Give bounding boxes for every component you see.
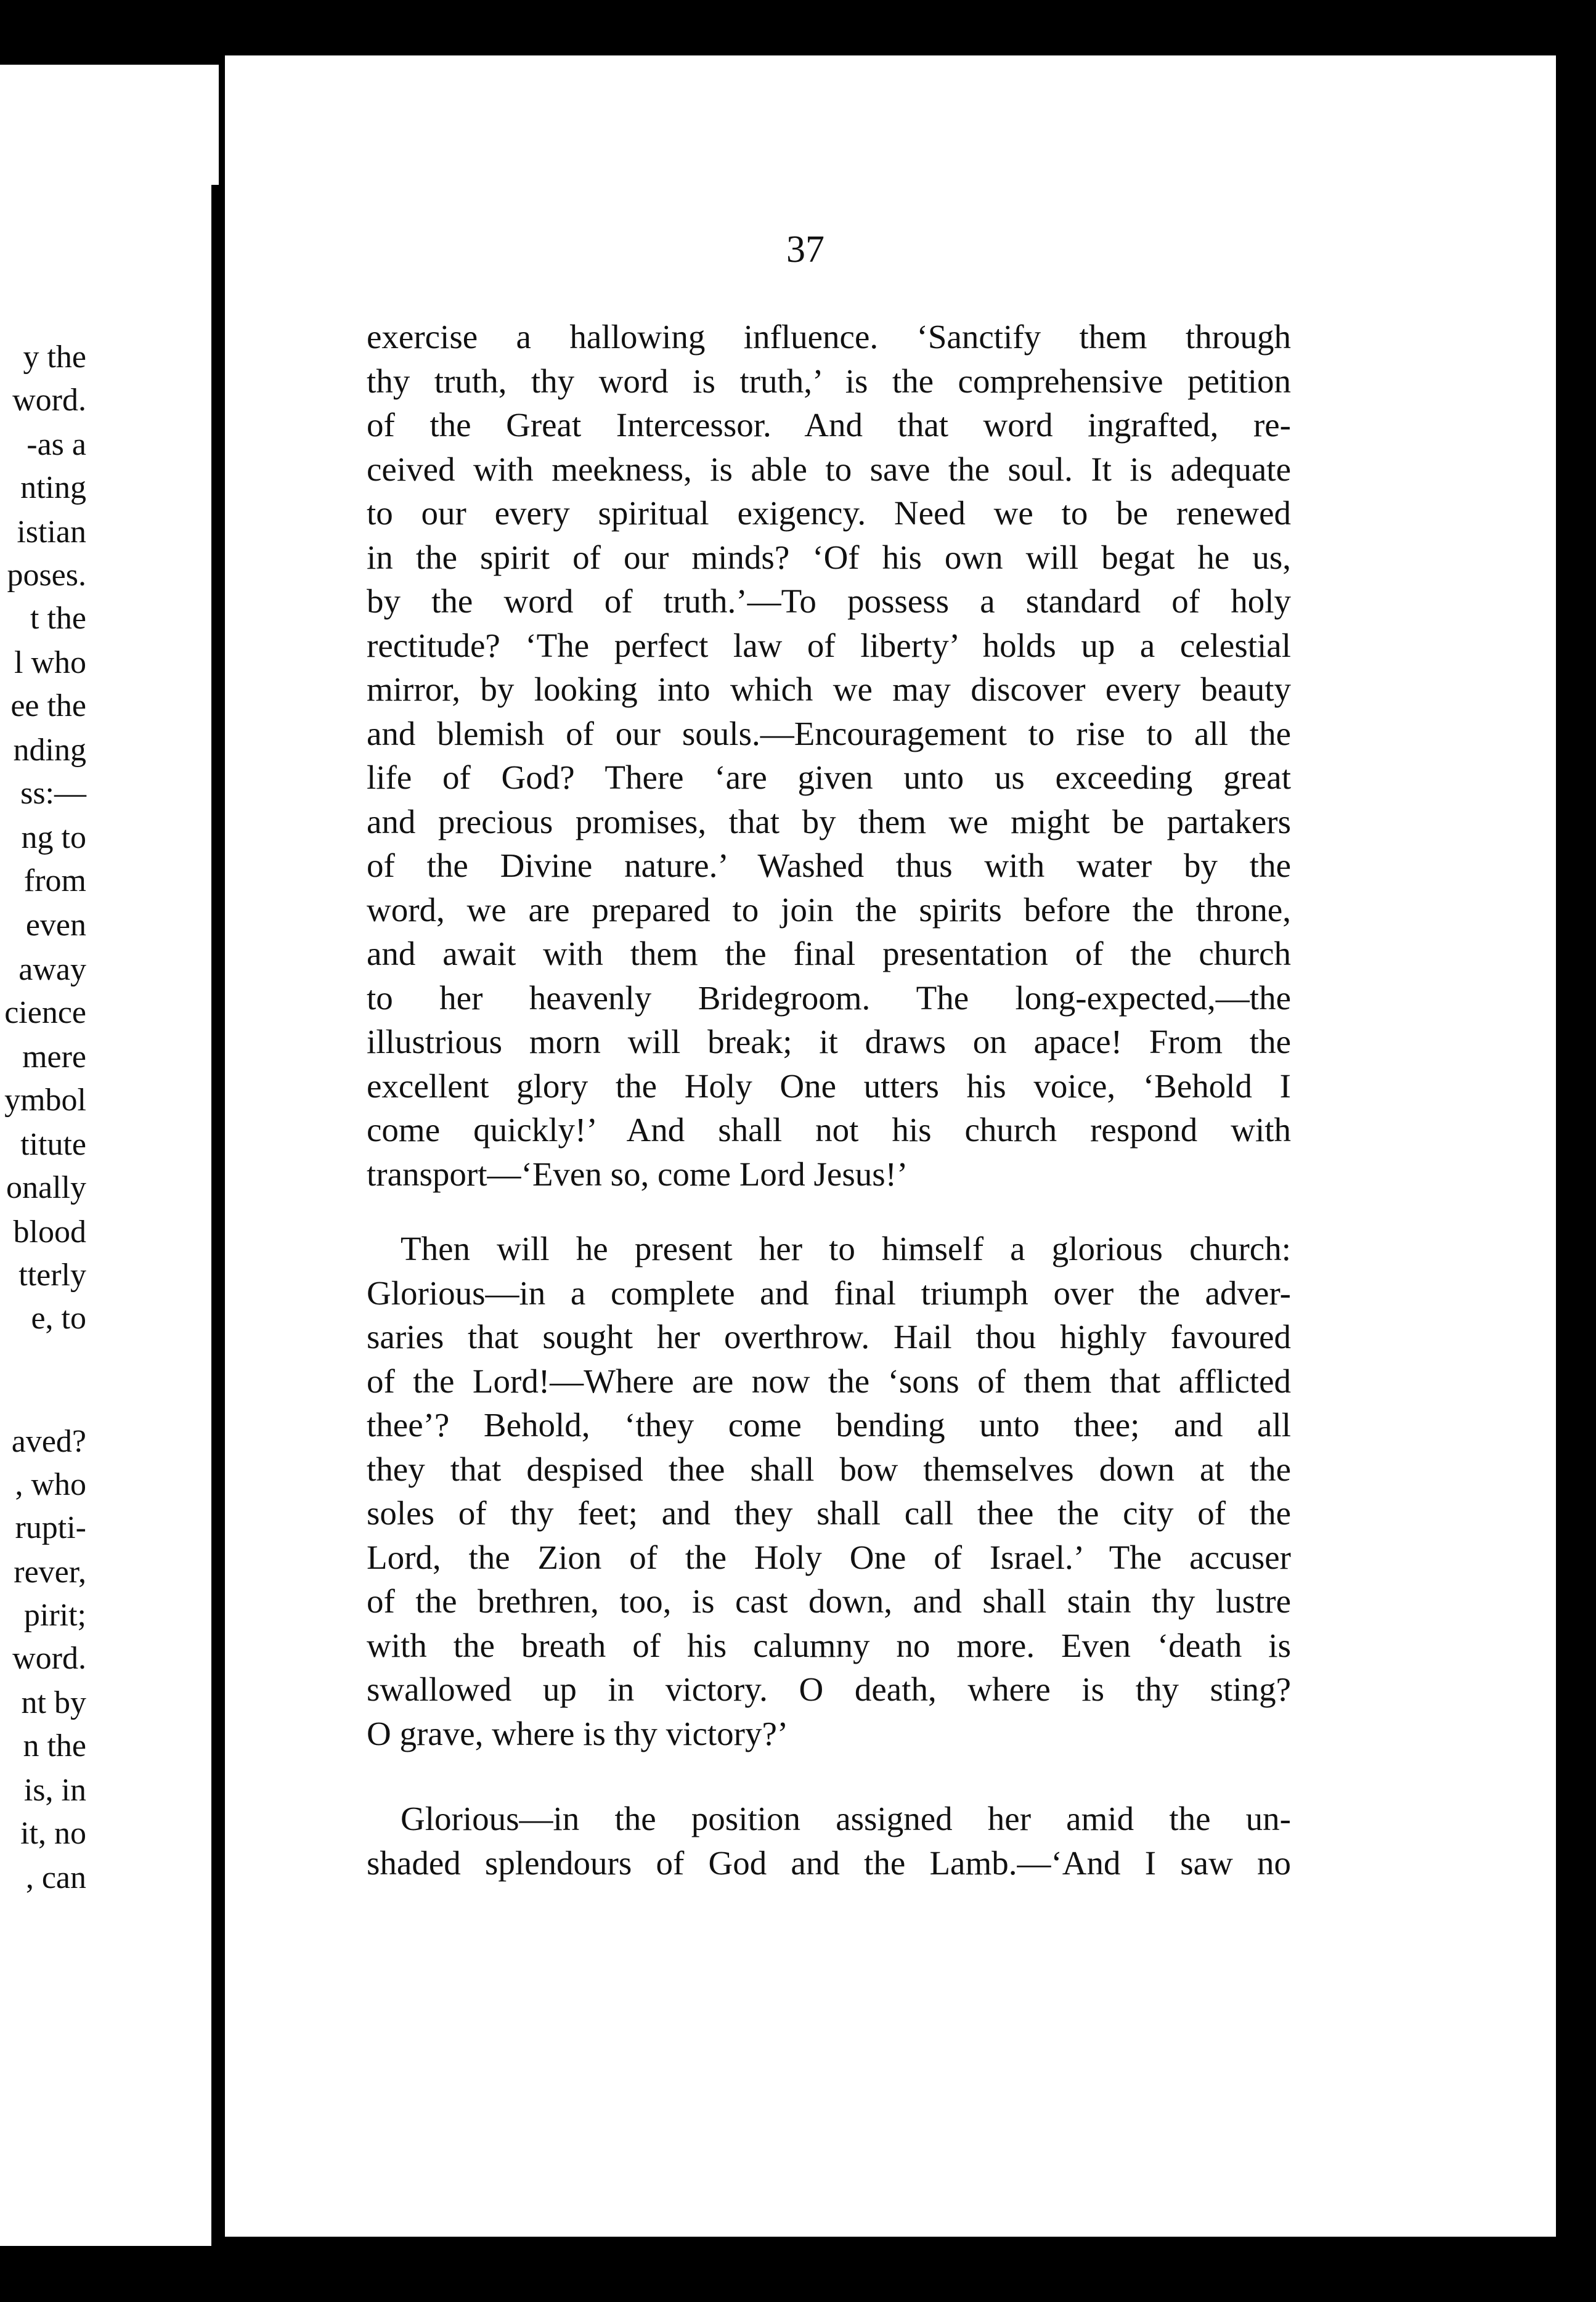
text-line: life of God? There ‘are given unto us exceeding great: [367, 759, 1291, 796]
text-line: exercise a hallowing influence. ‘Sanctify them through: [367, 318, 1291, 356]
left-text-line: t the: [30, 601, 86, 636]
left-text-line: ymbol: [4, 1083, 86, 1118]
text-line: excellent glory the Holy One utters his voice, ‘Behold I: [367, 1067, 1291, 1105]
text-line: to our every spiritual exigency. Need we to be renewed: [367, 494, 1291, 532]
text-line: Glorious—in a complete and final triumph over the adver-: [367, 1274, 1291, 1312]
left-text-line: rever,: [14, 1555, 86, 1590]
left-text-line: aved?: [11, 1424, 86, 1459]
left-text-line: istian: [17, 514, 86, 550]
left-text-line: cience: [4, 995, 86, 1030]
page-number: 37: [786, 229, 824, 270]
left-text-line: , who: [15, 1467, 86, 1502]
text-line: and precious promises, that by them we might be partakers: [367, 803, 1291, 840]
left-text-line: from: [23, 863, 86, 898]
left-text-line: tterly: [18, 1258, 86, 1293]
text-line: of the brethren, too, is cast down, and shall stain thy lustre: [367, 1582, 1291, 1620]
left-text-line: ng to: [21, 820, 86, 855]
text-line: thee’? Behold, ‘they come bending unto thee; and all: [367, 1406, 1291, 1444]
text-line: of the Great Intercessor. And that word ingrafted, re-: [367, 406, 1291, 444]
left-text-line: poses.: [7, 558, 86, 593]
text-line: soles of thy feet; and they shall call thee the city of the: [367, 1494, 1291, 1532]
text-line: saries that sought her overthrow. Hail thou highly favoured: [367, 1318, 1291, 1356]
left-text-line: ee the: [10, 688, 86, 723]
left-text-line: y the: [23, 340, 86, 375]
left-text-line: onally: [6, 1170, 86, 1205]
book-spine: [211, 185, 224, 2267]
text-line: in the spirit of our minds? ‘Of his own will begat he us,: [367, 539, 1291, 576]
left-text-line: e, to: [31, 1301, 86, 1336]
text-line: ceived with meekness, is able to save the soul. It is adequate: [367, 450, 1291, 488]
text-line: and blemish of our souls.—Encouragement to rise to all the: [367, 715, 1291, 752]
left-text-line: rupti-: [15, 1510, 86, 1545]
text-line: mirror, by looking into which we may discover every beauty: [367, 670, 1291, 708]
left-text-line: -as a: [26, 427, 86, 462]
left-text-line: word.: [12, 383, 86, 418]
left-text-line: ss:—: [20, 776, 86, 811]
text-line: and await with them the final presentation of the church: [367, 935, 1291, 972]
text-line: Lord, the Zion of the Holy One of Israel.’ The accuser: [367, 1539, 1291, 1576]
left-text-line: , can: [25, 1860, 86, 1895]
text-line: of the Lord!—Where are now the ‘sons of them that afflicted: [367, 1362, 1291, 1400]
left-text-line: n the: [23, 1728, 86, 1763]
text-line: thy truth, thy word is truth,’ is the comprehensive petition: [367, 362, 1291, 400]
text-line: illustrious morn will break; it draws on apace! From the: [367, 1023, 1291, 1060]
text-line: Then will he present her to himself a glorious church:: [401, 1230, 1291, 1267]
left-text-line: even: [25, 908, 86, 943]
left-text-line: is, in: [23, 1773, 86, 1808]
left-text-line: mere: [22, 1039, 86, 1075]
text-line: word, we are prepared to join the spirits before the throne,: [367, 891, 1291, 929]
text-line: shaded splendours of God and the Lamb.—‘And I saw no: [367, 1844, 1291, 1882]
text-line: transport—‘Even so, come Lord Jesus!’: [367, 1155, 908, 1193]
text-line: they that despised thee shall bow themselves down at the: [367, 1450, 1291, 1488]
left-text-line: titute: [20, 1127, 86, 1162]
left-text-line: away: [18, 952, 86, 987]
text-line: of the Divine nature.’ Washed thus with water by the: [367, 847, 1291, 884]
left-text-line: it, no: [20, 1816, 86, 1851]
left-text-line: blood: [13, 1214, 86, 1250]
text-line: swallowed up in victory. O death, where is thy sting?: [367, 1670, 1291, 1708]
text-line: Glorious—in the position assigned her amid the un-: [401, 1800, 1291, 1837]
text-line: rectitude? ‘The perfect law of liberty’ holds up a celestial: [367, 627, 1291, 664]
text-line: come quickly!’ And shall not his church respond with: [367, 1111, 1291, 1149]
text-line: O grave, where is thy victory?’: [367, 1715, 789, 1752]
text-line: to her heavenly Bridegroom. The long-expected,—the: [367, 979, 1291, 1017]
left-text-line: nting: [20, 470, 86, 505]
left-text-line: l who: [14, 645, 86, 680]
text-line: by the word of truth.’—To possess a standard of holy: [367, 582, 1291, 620]
left-text-line: nt by: [21, 1685, 86, 1720]
left-text-line: nding: [13, 733, 86, 768]
left-text-line: pirit;: [23, 1598, 86, 1633]
text-line: with the breath of his calumny no more. Even ‘death is: [367, 1627, 1291, 1664]
left-text-line: word.: [12, 1641, 86, 1676]
